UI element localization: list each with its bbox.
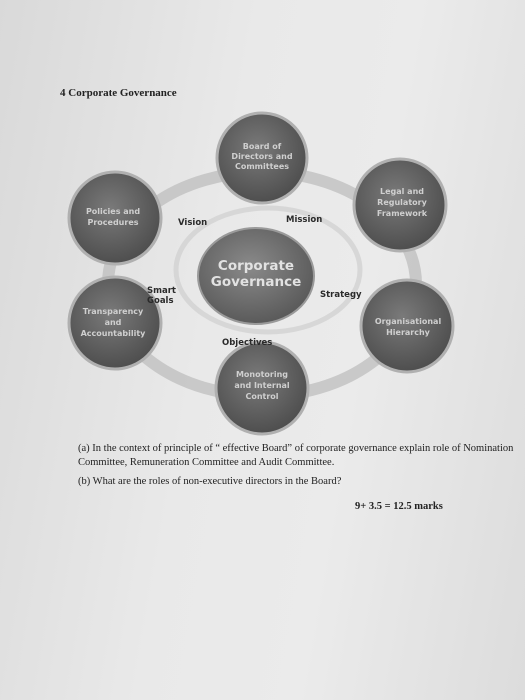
- node-lower-right-line2: Hierarchy: [386, 328, 430, 337]
- question-a-line2: Committee, Remuneration Committee and Audit Committee.: [78, 457, 335, 468]
- center-label-line2: Governance: [210, 274, 302, 290]
- node-upper-right-line2: Regulatory: [377, 198, 427, 207]
- node-lower-left-line1: Transparency: [82, 307, 144, 316]
- node-lower-left-line3: Accountability: [80, 329, 146, 338]
- node-upper-left-line1: Policies and: [85, 207, 141, 216]
- node-top-line3: Committees: [234, 162, 290, 171]
- connector-vision: Vision: [178, 218, 208, 228]
- node-organisational-hierarchy: [361, 280, 453, 372]
- question-b-text: (b) What are the roles of non-executive directors in the Board?: [78, 476, 342, 487]
- connector-smart-goals-line1: Smart: [147, 286, 176, 296]
- node-top-line2: Directors and: [231, 152, 293, 161]
- node-bottom-line2: and Internal: [234, 381, 290, 390]
- connector-mission: Mission: [286, 215, 323, 225]
- node-top-line1: Board of: [242, 142, 282, 151]
- connector-strategy: Strategy: [320, 290, 362, 300]
- node-bottom-line1: Monotoring: [235, 370, 289, 379]
- connector-objectives: Objectives: [222, 338, 273, 348]
- node-upper-right-line3: Framework: [376, 209, 428, 218]
- node-upper-right-line1: Legal and: [380, 187, 424, 196]
- connector-smart-goals-line2: Goals: [147, 296, 174, 306]
- node-bottom-line3: Control: [245, 392, 279, 401]
- question-b: [78, 475, 525, 489]
- question-a: [78, 442, 525, 470]
- center-label-line1: Corporate: [217, 258, 295, 274]
- node-upper-left-line2: Procedures: [87, 218, 139, 227]
- question-a-line1: (a) In the context of principle of “ effective Board” of corporate governance explain role of Nomination: [78, 443, 514, 454]
- node-lower-right-line1: Organisational: [374, 317, 442, 326]
- section-heading: 4 Corporate Governance: [60, 87, 177, 99]
- node-lower-left-line2: and: [104, 318, 122, 327]
- marks-allocation: 9+ 3.5 = 12.5 marks: [355, 501, 443, 512]
